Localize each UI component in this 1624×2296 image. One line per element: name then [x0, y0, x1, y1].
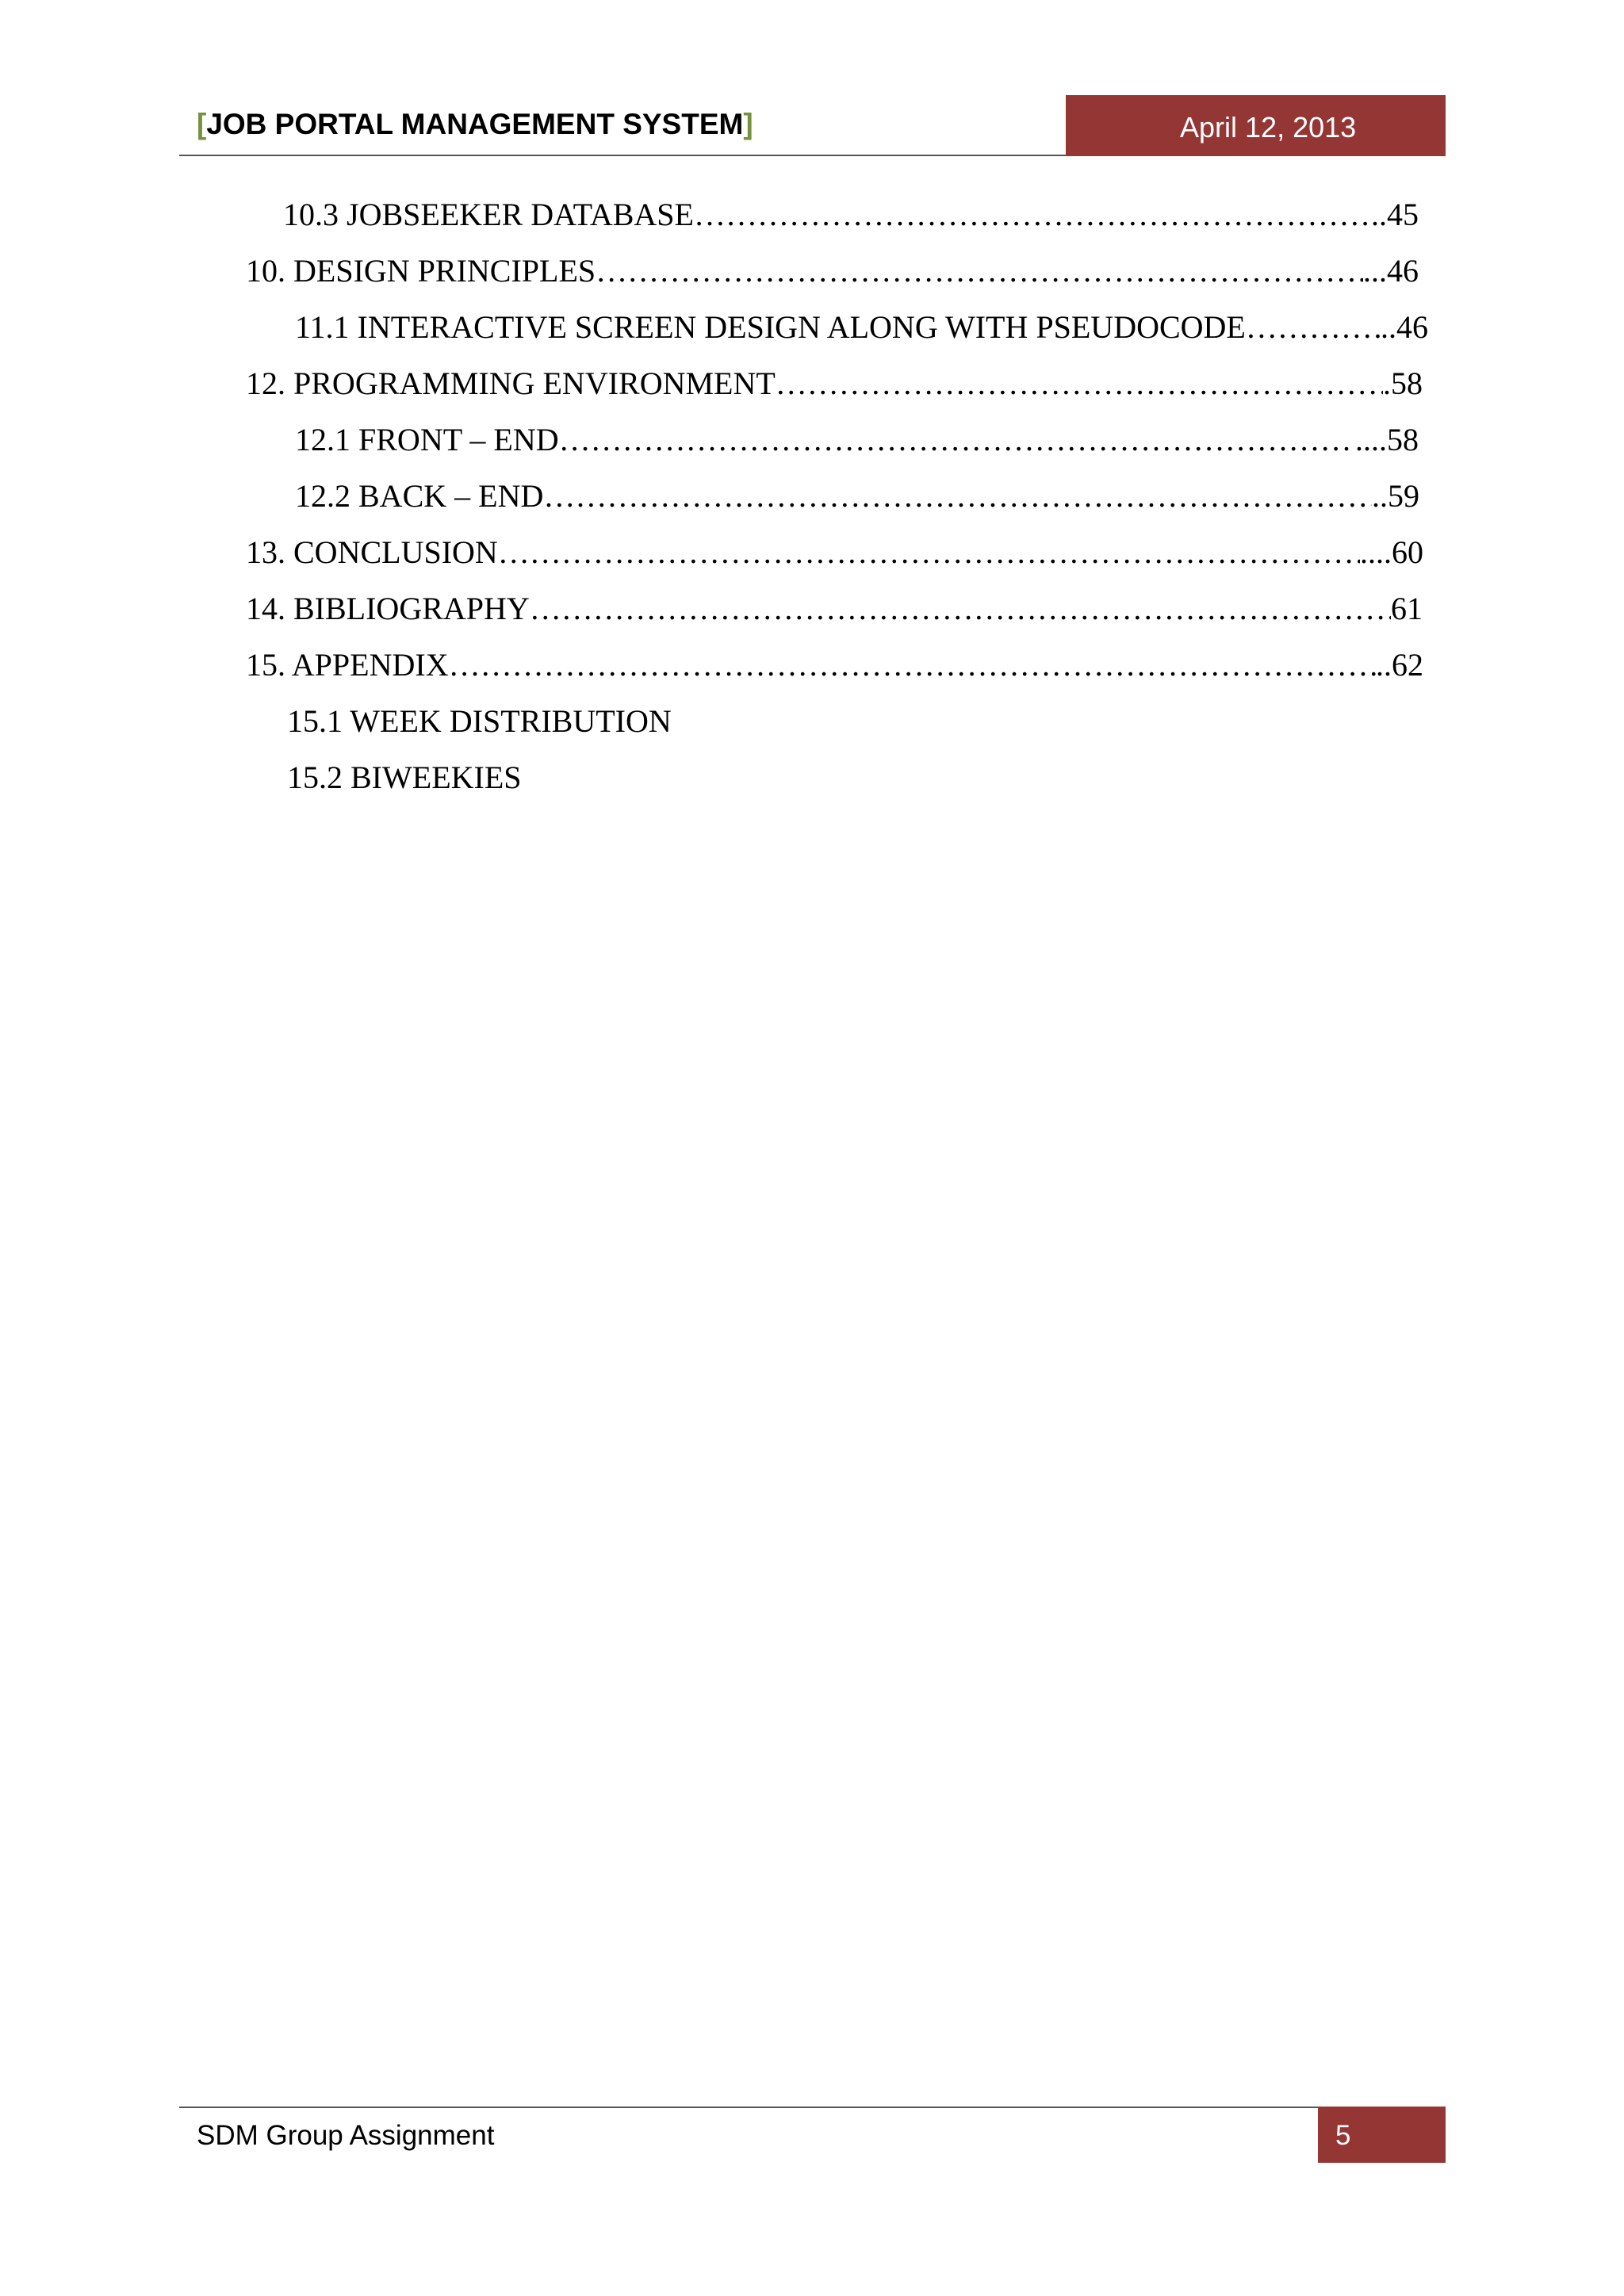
header-date: April 12, 2013	[1180, 111, 1357, 144]
toc-entry-label: 15.2 BIWEEKIES	[287, 760, 522, 795]
title-bracket-close: ]	[743, 108, 753, 140]
page-number: 5	[1335, 2120, 1351, 2151]
toc-leader	[530, 590, 1391, 627]
document-title	[197, 108, 753, 141]
toc-entry-page: 61	[1391, 591, 1423, 626]
toc-entry-label: 11.1 INTERACTIVE SCREEN DESIGN ALONG WITH PSEUDOCODE	[295, 309, 1246, 345]
toc-entry-label: 12.2 BACK – END	[295, 478, 544, 514]
footer-divider	[179, 2107, 1318, 2108]
toc-leader	[596, 252, 1363, 289]
toc-entry	[287, 759, 522, 796]
toc-entry-label: 10.3 JOBSEEKER DATABASE	[283, 197, 694, 232]
toc-entry	[287, 702, 672, 740]
header-date-box	[1066, 95, 1446, 156]
toc-entry-page: ....58	[1355, 422, 1419, 457]
toc-entry-page: ..62	[1376, 647, 1423, 683]
toc-leader	[543, 477, 1372, 515]
toc-entry	[295, 421, 1419, 458]
toc-entry-page: ...46	[1363, 253, 1419, 289]
toc-entry	[283, 196, 1419, 233]
title-text: JOB PORTAL MANAGEMENT SYSTEM	[206, 108, 744, 140]
toc-entry-page: ..59	[1372, 478, 1419, 514]
toc-entry-label: 15. APPENDIX	[246, 647, 449, 683]
toc-leader	[1246, 308, 1381, 346]
toc-leader	[559, 421, 1355, 458]
footer-text: SDM Group Assignment	[197, 2120, 495, 2151]
toc-entry-label: 10. DESIGN PRINCIPLES	[246, 253, 596, 289]
toc-entry-label: 12.1 FRONT – END	[295, 422, 559, 457]
toc-entry-label: 13. CONCLUSION	[246, 534, 498, 570]
footer-page-box	[1318, 2107, 1446, 2163]
toc-entry-label: 12. PROGRAMMING ENVIRONMENT	[246, 365, 776, 401]
toc-entry-page: ..45	[1371, 197, 1419, 232]
toc-entry	[246, 646, 1423, 683]
title-bracket-open: [	[197, 108, 207, 140]
toc-entry-page: ....60	[1360, 534, 1423, 570]
toc-entry-label: 14. BIBLIOGRAPHY	[246, 591, 530, 626]
toc-entry-label: 15.1 WEEK DISTRIBUTION	[287, 703, 672, 739]
toc-entry	[246, 534, 1423, 571]
header-divider	[179, 155, 1066, 156]
toc-entry	[295, 477, 1419, 515]
toc-leader	[498, 534, 1360, 571]
toc-entry	[246, 590, 1423, 627]
toc-entry-page: ..46	[1381, 309, 1428, 345]
toc-leader	[776, 365, 1383, 402]
toc-leader	[694, 196, 1371, 233]
toc-entry	[246, 365, 1423, 402]
toc-entry-page: .58	[1383, 365, 1423, 401]
toc-leader	[449, 646, 1376, 683]
toc-entry	[246, 252, 1419, 289]
toc-entry	[295, 308, 1428, 346]
